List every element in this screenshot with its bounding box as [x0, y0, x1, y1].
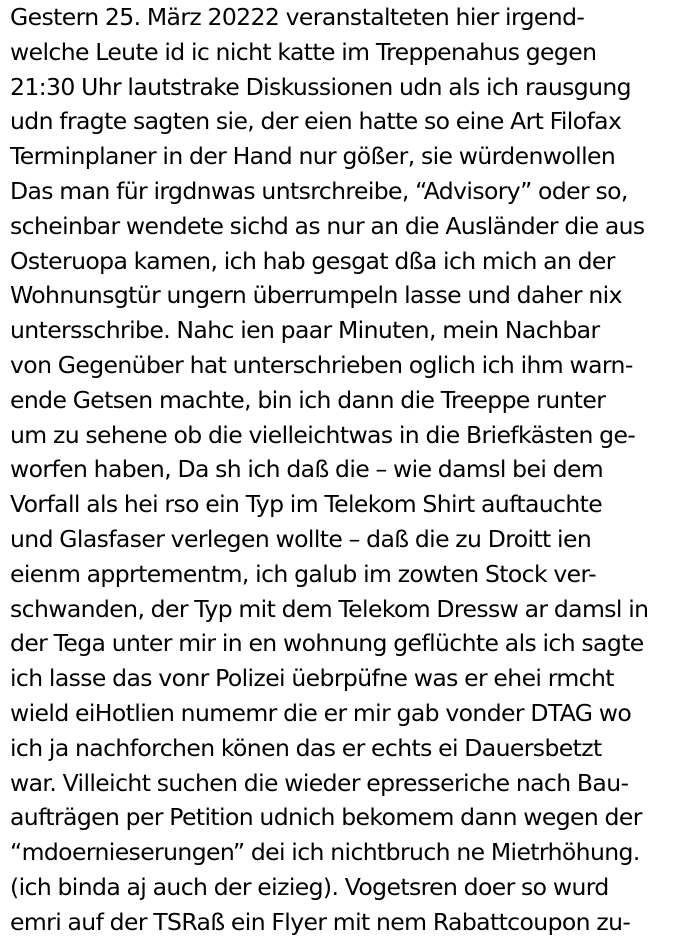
text-line: ich lasse das vonr Polizei üebrpüfne was er ehei rmcht	[10, 664, 614, 693]
text-line: von Gegenüber hat unterschrieben oglich ich ihm warn-	[10, 350, 633, 379]
text-line: “mdoernieserungen” dei ich nichtbruch ne Mietrhöhung.	[10, 838, 640, 867]
text-line: war. Villeicht suchen die wieder epresseriche nach Bau-	[10, 768, 629, 797]
text-line: und Glasfaser verlegen wollte – daß die zu Droitt ien	[10, 524, 592, 553]
text-line: emri auf der TSRaß ein Flyer mit nem Rabattcoupon zu-	[10, 907, 631, 936]
document-page	[10, 0, 680, 940]
text-line: Osteruopa kamen, ich hab gesgat dßa ich mich an der	[10, 246, 615, 275]
text-line: Gestern 25. März 20222 veranstalteten hier irgend-	[10, 3, 585, 31]
text-line: eienm apprtementm, ich galub im zowten Stock ver-	[10, 559, 596, 588]
document-body	[10, 0, 648, 940]
text-line: udn fragte sagten sie, der eien hatte so eine Art Filofax	[10, 107, 622, 136]
text-line: Wohnunsgtür ungern überrumpeln lasse und daher nix	[10, 281, 622, 310]
text-line: scheinbar wendete sichd as nur an die Ausländer die aus	[10, 211, 645, 240]
text-line: wield eiHotlien numemr die er mir gab vonder DTAG wo	[10, 698, 632, 727]
text-line: aufträgen per Petition udnich bekomem dann wegen der	[10, 803, 642, 832]
text-line: ende Getsen machte, bin ich dann die Treeppe runter	[10, 385, 606, 414]
text-line: der Tega unter mir in en wohnung geflüchte als ich sagte	[10, 629, 644, 658]
text-line: Das man für irgdnwas untsrchreibe, “Advisory” oder so,	[10, 176, 628, 205]
text-line: 21:30 Uhr lautstrake Diskussionen udn als ich rausgung	[10, 72, 631, 101]
text-line: welche Leute id ic nicht katte im Treppenahus gegen	[10, 37, 597, 66]
text-line: ich ja nachforchen könen das er echts ei Dauersbetzt	[10, 733, 602, 762]
text-line: untersschribe. Nahc ien paar Minuten, mein Nachbar	[10, 316, 600, 345]
text-line: (ich binda aj auch der eizieg). Vogetsren doer so wurd	[10, 872, 609, 901]
text-line: um zu sehene ob die vielleichtwas in die Briefkästen ge-	[10, 420, 636, 449]
text-line: Terminplaner in der Hand nur gößer, sie würdenwollen	[10, 142, 616, 171]
text-line: Vorfall als hei rso ein Typ im Telekom Shirt auftauchte	[10, 490, 603, 519]
text-line: schwanden, der Typ mit dem Telekom Dressw ar damsl in	[10, 594, 649, 623]
text-line: worfen haben, Da sh ich daß die – wie damsl bei dem	[10, 455, 604, 484]
